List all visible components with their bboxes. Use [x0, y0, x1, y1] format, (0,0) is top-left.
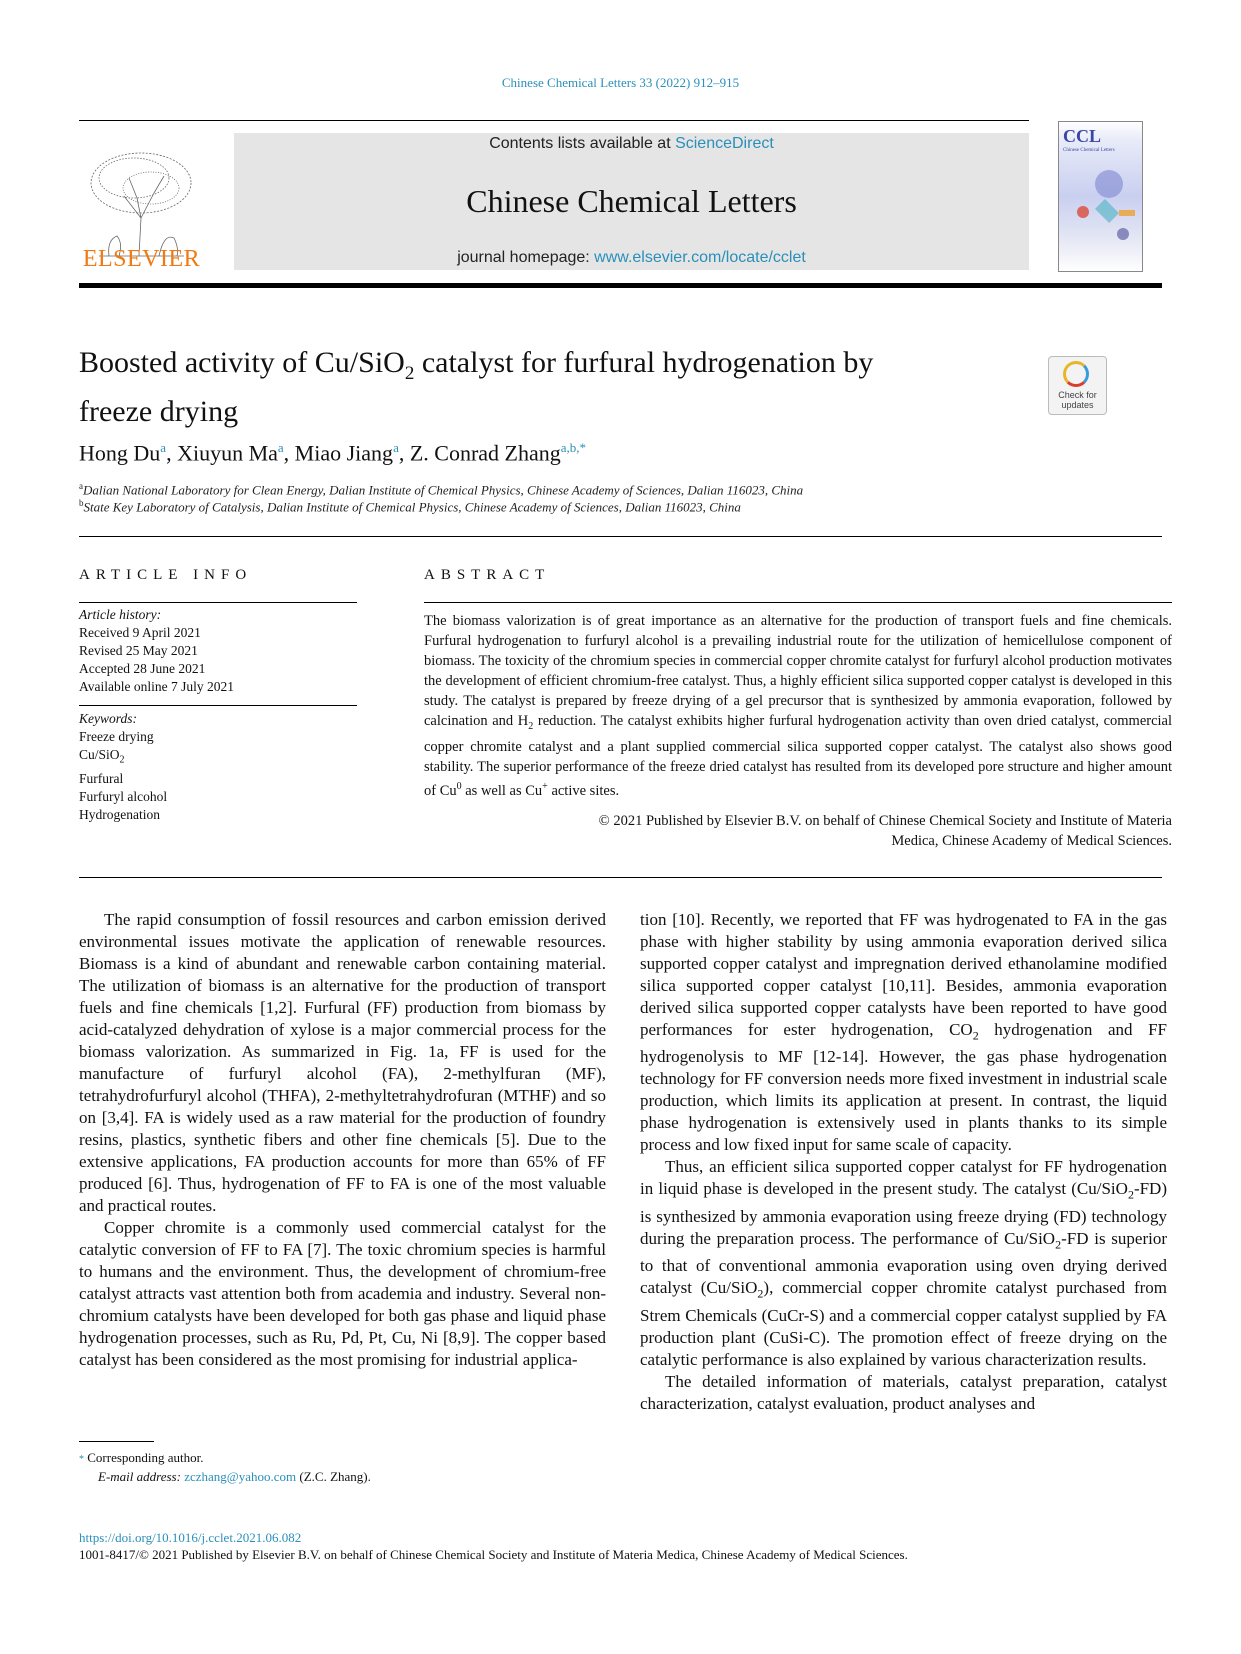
keyword-item: Freeze drying	[79, 729, 154, 744]
author-affiliation-mark[interactable]: a	[160, 440, 167, 455]
article-info-heading: ARTICLE INFO	[79, 567, 253, 583]
body-paragraph: Copper chromite is a commonly used commercial catalyst for the catalytic conversion of FF to FA [7]. The toxic chromium species is harmful to humans and the environment. Thus, the development of chromium-free catalyst attracts vast attention both from academia and industry. Several non-chromium catalysts have been developed for both gas phase and liquid phase hydrogenation processes, such as Ru, Pd, Pt, Cu, Ni [8,9]. The copper based catalyst has been considered as the most promising for industrial applica-	[79, 1218, 606, 1369]
keywords-rule	[79, 705, 357, 706]
footnote-rule	[79, 1441, 154, 1442]
body-left-column	[79, 909, 606, 1371]
author-name[interactable]: Hong Du	[79, 440, 161, 466]
abstract-text: The biomass valorization is of great importance as an alternative for the production of transport fuels and fine chemicals. Furfural hydrogenation to furfuryl alcohol is a prevailing industrial route for the utilization of hemicellulose component of biomass. The toxicity of the chromium species in commercial copper chromite catalyst for furfuryl alcohol production motivates the development of efficient chromium-free catalyst. Thus, a highly efficient silica supported copper catalyst is developed in this study. The catalyst is prepared by freeze drying of a gel precursor that is synthesized by ammonia evaporation, followed by calcination and $H_2$ reduction. The catalyst exhibits higher furfural hydrogenation activity than oven dried catalyst, commercial copper chromite catalyst and a plant supplied commercial silica supported copper catalyst. The catalyst also shows good stability. The superior performance of the freeze dried catalyst has resulted from its developed pore structure and higher amount of Cu$^0$ as well as Cu+ active sites.	[424, 613, 1173, 799]
body-right-column	[640, 909, 1167, 1415]
affiliations-rule	[79, 536, 1162, 537]
abstract-bottom-rule	[79, 877, 1162, 878]
keyword-item: Furfural	[79, 770, 124, 786]
header-top-rule	[79, 120, 1029, 121]
cover-subtitle: Chinese Chemical Letters	[1063, 148, 1115, 153]
check-updates-label: Check for updates	[1058, 390, 1097, 410]
journal-name: Chinese Chemical Letters	[466, 183, 797, 219]
homepage-line: journal homepage: www.elsevier.com/locate/cclet	[457, 249, 806, 266]
author-name[interactable]: Miao Jiang	[294, 440, 394, 466]
check-for-updates-button[interactable]	[1048, 356, 1107, 415]
body-paragraph: The rapid consumption of fossil resources and carbon emission derived environmental issues motivate the application of renewable resources. Biomass is a kind of abundant and renewable carbon containing material. The utilization of biomass is an alternative for the production of transport fuels and fine chemicals [1,2]. Furfural (FF) production from biomass by acid-catalyzed dehydration of xylose is a major commercial process for the biomass valorization. As summarized in Fig. 1a, FF is used for the manufacture of furfuryl alcohol (FA), 2-methylfuran (MF), tetrahydrofurfuryl alcohol (THFA), 2-methyltetrahydrofuran (MTHF) and so on [3,4]. FA is widely used as a raw material for the production of foundry resins, plastics, synthetic fibers and other fine chemicals [5]. Due to the extensive applications, FA production accounts for more than 65% of FF produced [6]. Thus, hydrogenation of FF to FA is one of the most valuable and practical routes.	[79, 910, 606, 1215]
journal-header	[234, 133, 1029, 270]
abstract-copyright: © 2021 Published by Elsevier B.V. on behalf of Chinese Chemical Society and Institute of Materia Medica, Chinese Academy of Medical Sciences.	[598, 813, 1172, 849]
elsevier-wordmark: ELSEVIER	[82, 246, 201, 272]
history-online: Available online 7 July 2021	[79, 679, 234, 694]
keywords	[79, 710, 359, 824]
issn-line: 1001-8417/© 2021 Published by Elsevier B.V. on behalf of Chinese Chemical Society and Institute of Materia Medica, Chinese Academy of Medical Sciences.	[79, 1547, 908, 1562]
cover-graphic-icon	[1059, 122, 1142, 271]
check-updates-icon	[1063, 361, 1089, 387]
history-received: Received 9 April 2021	[79, 625, 201, 640]
footnote-mark: *	[79, 1454, 84, 1465]
footnote-corresponding: * Corresponding author.	[79, 1450, 204, 1465]
header-bottom-rule	[79, 283, 1162, 288]
keyword-item: Furfuryl alcohol	[79, 788, 168, 804]
footnote-email: E-mail address: zczhang@yahoo.com (Z.C. Zhang).	[98, 1469, 371, 1484]
abstract-rule	[424, 602, 1172, 603]
keywords-label: Keywords:	[79, 711, 137, 726]
cover-title: CCL	[1063, 126, 1102, 146]
author-name[interactable]: Xiuyun Ma	[177, 440, 278, 466]
homepage-link[interactable]: www.elsevier.com/locate/cclet	[594, 249, 806, 266]
history-accepted: Accepted 28 June 2021	[79, 661, 206, 676]
body-paragraph: Thus, an efficient silica supported copper catalyst for FF hydrogenation in liquid phase is developed in the present study. The catalyst (Cu/SiO$_2$-FD) is synthesized by ammonia evaporation using freeze drying (FD) technology during the preparation process. The performance of Cu/SiO$_2$-FD is superior to that of conventional ammonia evaporation using oven drying derived catalyst (Cu/SiO$_2$), commercial copper chromite catalyst purchased from Strem Chemicals (CuCr-S) and a commercial copper catalyst supplied by FA production plant (CuSi-C). The promotion effect of freeze drying on the catalytic performance is also explained by various characterization results.	[640, 1157, 1167, 1369]
history-revised: Revised 25 May 2021	[79, 643, 198, 658]
contents-line: Contents lists available at ScienceDirect	[489, 135, 774, 152]
journal-cover-thumbnail[interactable]	[1058, 121, 1143, 272]
author-affiliation-mark[interactable]: a	[393, 440, 399, 455]
article-history	[79, 606, 359, 696]
keyword-item: Hydrogenation	[79, 806, 160, 822]
article-title: Boosted activity of Cu/SiO$_2$ catalyst for furfural hydrogenation by freeze drying	[79, 346, 874, 428]
affiliation-a: $^a$Dalian National Laboratory for Clean Energy, Dalian Institute of Chemical Physics, Chinese Academy of Sciences, Dalian 116023, China	[79, 481, 804, 498]
author-affiliation-mark[interactable]: a	[277, 440, 284, 455]
journal-citation[interactable]: Chinese Chemical Letters 33 (2022) 912–915	[501, 75, 740, 90]
sciencedirect-link[interactable]: ScienceDirect	[675, 135, 774, 152]
history-label: Article history:	[79, 607, 162, 622]
keyword-item: Cu/SiO$_2$	[79, 747, 125, 766]
author-list: Hong Du$^a$, Xiuyun Ma$^a$, Miao Jiang$^a$, Z. Conrad Zhang$^{a,b,*}$	[79, 440, 587, 466]
affiliation-b: $^b$State Key Laboratory of Catalysis, Dalian Institute of Chemical Physics, Chinese Academy of Sciences, Dalian 116023, China	[79, 498, 741, 515]
author-name[interactable]: Z. Conrad Zhang	[409, 440, 561, 466]
article-info-rule	[79, 602, 357, 603]
abstract-heading: ABSTRACT	[424, 567, 551, 583]
body-paragraph: tion [10]. Recently, we reported that FF was hydrogenated to FA in the gas phase with higher stability by using ammonia evaporation derived silica supported copper catalyst and impregnation derived ethanolamine modified silica supported copper catalyst [10,11]. Besides, ammonia evaporation derived silica supported copper catalysts have been reported to have good performances for ester hydrogenation, $CO_2$ hydrogenation and FF hydrogenolysis to MF [12-14]. However, the gas phase hydrogenation technology for FF conversion needs more fixed investment in industrial scale production, which limits its application at present. In contrast, the liquid phase hydrogenation is extensively used in plants thanks to its simple process and low fixed input for same scale of capacity.	[640, 910, 1167, 1155]
author-affiliation-mark[interactable]: a,b,*	[560, 440, 587, 455]
email-link[interactable]: zczhang@yahoo.com	[184, 1469, 297, 1484]
doi-link[interactable]: https://doi.org/10.1016/j.cclet.2021.06.082	[79, 1530, 302, 1545]
body-paragraph: The detailed information of materials, catalyst preparation, catalyst characterization, catalyst evaluation, product analyses and	[640, 1371, 1167, 1413]
